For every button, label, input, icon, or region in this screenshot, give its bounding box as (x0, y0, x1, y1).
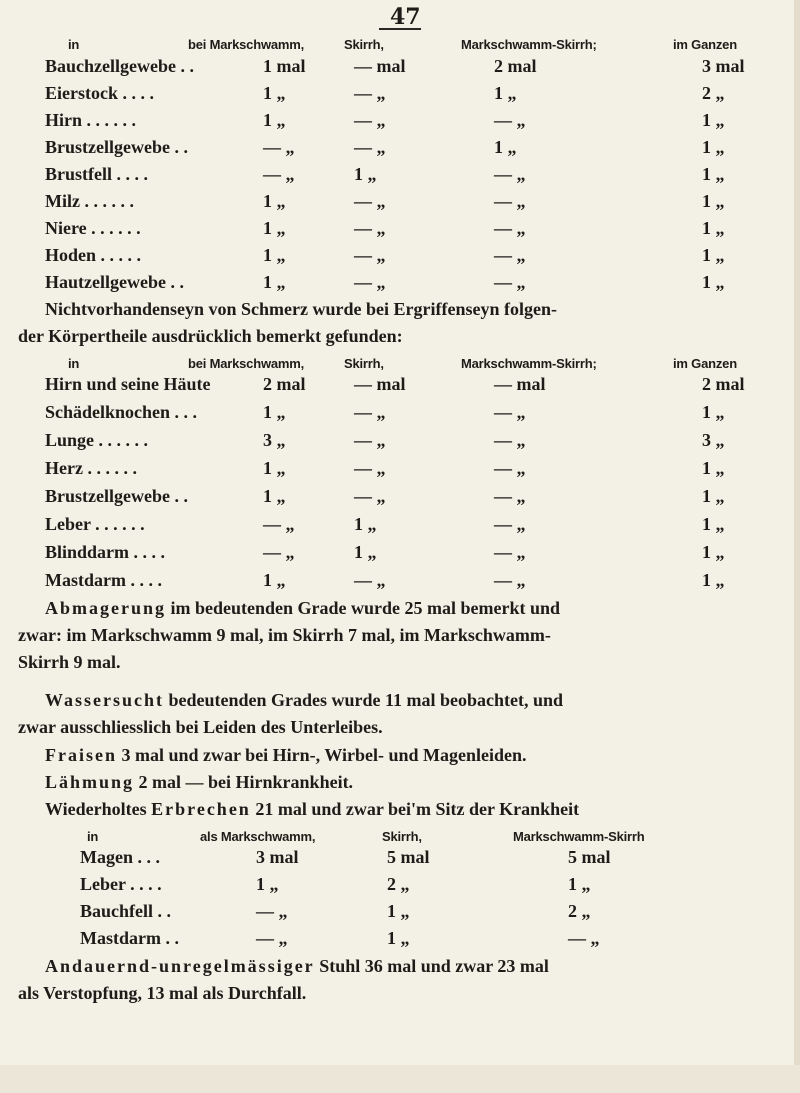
markschwamm-cell: 1 mal (263, 56, 306, 76)
skirrh-cell: 1 „ (387, 928, 410, 948)
markschwamm-skirrh-cell: — „ (494, 458, 526, 478)
skirrh-cell: — „ (354, 430, 386, 450)
total-cell: 1 „ (702, 486, 725, 506)
table-row (0, 110, 800, 136)
markschwamm-cell: — „ (256, 901, 288, 921)
table-row (0, 458, 800, 484)
header-skirrh: Skirrh, (344, 356, 384, 371)
total-cell: 1 „ (702, 110, 725, 130)
total-cell: 1 „ (702, 570, 725, 590)
organ-cell: Hautzellgewebe . . (45, 272, 184, 292)
organ-cell: Brustzellgewebe . . (45, 137, 188, 157)
total-cell: 1 „ (702, 272, 725, 292)
organ-cell: Bauchfell . . (80, 901, 172, 921)
paragraph-line: Nichtvorhandenseyn von Schmerz wurde bei Ergriffenseyn folgen- (45, 299, 557, 319)
organ-cell: Bauchzellgewebe . . (45, 56, 194, 76)
organ-cell: Hoden . . . . . (45, 245, 142, 265)
markschwamm-cell: 1 „ (256, 874, 279, 894)
organ-cell: Brustfell . . . . (45, 164, 148, 184)
table-row (0, 56, 800, 82)
markschwamm-cell: 1 „ (263, 570, 286, 590)
markschwamm-skirrh-cell: — „ (494, 430, 526, 450)
table-row (0, 191, 800, 217)
markschwamm-cell: — „ (256, 928, 288, 948)
markschwamm-skirrh-cell: — „ (568, 928, 600, 948)
skirrh-cell: 5 mal (387, 847, 430, 867)
table-row (0, 847, 800, 873)
total-cell: 2 mal (702, 374, 745, 394)
skirrh-cell: — „ (354, 458, 386, 478)
organ-cell: Magen . . . (80, 847, 160, 867)
total-cell: 2 „ (702, 83, 725, 103)
table-row (0, 137, 800, 163)
markschwamm-cell: 1 „ (263, 458, 286, 478)
skirrh-cell: 2 „ (387, 874, 410, 894)
markschwamm-skirrh-cell: 1 „ (494, 83, 517, 103)
table-row (0, 874, 800, 900)
paragraph-line: der Körpertheile ausdrücklich bemerkt gefunden: (18, 326, 403, 346)
organ-cell: Schädelknochen . . . (45, 402, 198, 422)
paragraph-text: Wiederholtes (45, 799, 152, 819)
paragraph-abmagerung (45, 598, 560, 619)
header-im-ganzen: im Ganzen (673, 37, 737, 52)
markschwamm-skirrh-cell: 2 mal (494, 56, 537, 76)
markschwamm-skirrh-cell: 1 „ (568, 874, 591, 894)
skirrh-cell: — „ (354, 245, 386, 265)
table-row (0, 374, 800, 400)
paragraph-stuhl (45, 956, 549, 977)
paragraph-lahmung (45, 772, 353, 793)
markschwamm-cell: 3 mal (256, 847, 299, 867)
skirrh-cell: 1 „ (354, 514, 377, 534)
markschwamm-cell: 3 „ (263, 430, 286, 450)
organ-cell: Mastdarm . . . . (45, 570, 162, 590)
total-cell: 1 „ (702, 458, 725, 478)
markschwamm-skirrh-cell: 5 mal (568, 847, 611, 867)
total-cell: 3 „ (702, 430, 725, 450)
organ-cell: Lunge . . . . . . (45, 430, 149, 450)
organ-cell: Leber . . . . . . (45, 514, 145, 534)
header-markschwamm-skirrh: Markschwamm-Skirrh (513, 829, 645, 844)
skirrh-cell: — „ (354, 218, 386, 238)
skirrh-cell: — „ (354, 486, 386, 506)
total-cell: 1 „ (702, 402, 725, 422)
total-cell: 1 „ (702, 542, 725, 562)
table-row (0, 245, 800, 271)
page-number-rule (379, 28, 421, 30)
skirrh-cell: 1 „ (354, 542, 377, 562)
table-row (0, 164, 800, 190)
paragraph-line: als Verstopfung, 13 mal als Durchfall. (18, 983, 307, 1003)
table-row (0, 542, 800, 568)
paragraph-text: 21 mal und zwar bei'm Sitz der Krankheit (250, 799, 580, 819)
header-im-ganzen: im Ganzen (673, 356, 737, 371)
markschwamm-cell: — „ (263, 137, 295, 157)
table-row (0, 486, 800, 512)
markschwamm-skirrh-cell: — „ (494, 542, 526, 562)
markschwamm-skirrh-cell: — „ (494, 514, 526, 534)
markschwamm-cell: 1 „ (263, 218, 286, 238)
paragraph-erbrechen (45, 799, 579, 820)
skirrh-cell: 1 „ (387, 901, 410, 921)
markschwamm-cell: 1 „ (263, 110, 286, 130)
skirrh-cell: — mal (354, 374, 406, 394)
paragraph-wassersucht (45, 690, 563, 711)
total-cell: 1 „ (702, 514, 725, 534)
total-cell: 1 „ (702, 218, 725, 238)
table-row (0, 272, 800, 298)
paragraph-line: zwar ausschliesslich bei Leiden des Unterleibes. (18, 717, 383, 737)
paragraph-text: 2 mal — bei Hirnkrankheit. (134, 772, 354, 792)
table-row (0, 430, 800, 456)
markschwamm-cell: 1 „ (263, 245, 286, 265)
table-row (0, 514, 800, 540)
organ-cell: Hirn und seine Häute (45, 374, 211, 394)
term-andauernd-unregelmassiger: Andauernd-unregelmässiger (45, 956, 315, 976)
markschwamm-skirrh-cell: 1 „ (494, 137, 517, 157)
total-cell: 3 mal (702, 56, 745, 76)
organ-cell: Brustzellgewebe . . (45, 486, 188, 506)
markschwamm-skirrh-cell: — „ (494, 218, 526, 238)
paragraph-text: Stuhl 36 mal und zwar 23 mal (314, 956, 549, 976)
paragraph-line: Skirrh 9 mal. (18, 652, 121, 672)
organ-cell: Niere . . . . . . (45, 218, 141, 238)
markschwamm-skirrh-cell: — „ (494, 191, 526, 211)
skirrh-cell: — mal (354, 56, 406, 76)
markschwamm-cell: 1 „ (263, 191, 286, 211)
skirrh-cell: — „ (354, 83, 386, 103)
markschwamm-cell: — „ (263, 514, 295, 534)
markschwamm-skirrh-cell: — „ (494, 486, 526, 506)
skirrh-cell: — „ (354, 137, 386, 157)
markschwamm-skirrh-cell: — mal (494, 374, 546, 394)
markschwamm-cell: — „ (263, 542, 295, 562)
header-markschwamm: als Markschwamm, (200, 829, 316, 844)
organ-cell: Milz . . . . . . (45, 191, 134, 211)
markschwamm-cell: 1 „ (263, 83, 286, 103)
term-wassersucht: Wassersucht (45, 690, 165, 710)
organ-cell: Herz . . . . . . (45, 458, 137, 478)
table-row (0, 218, 800, 244)
organ-cell: Blinddarm . . . . (45, 542, 166, 562)
markschwamm-cell: 1 „ (263, 272, 286, 292)
table-row (0, 570, 800, 596)
skirrh-cell: — „ (354, 110, 386, 130)
markschwamm-skirrh-cell: — „ (494, 164, 526, 184)
header-markschwamm: bei Markschwamm, (188, 37, 305, 52)
header-markschwamm: bei Markschwamm, (188, 356, 305, 371)
skirrh-cell: — „ (354, 191, 386, 211)
organ-cell: Mastdarm . . (80, 928, 179, 948)
organ-cell: Eierstock . . . . (45, 83, 154, 103)
organ-cell: Hirn . . . . . . (45, 110, 137, 130)
skirrh-cell: 1 „ (354, 164, 377, 184)
skirrh-cell: — „ (354, 272, 386, 292)
paragraph-text: im bedeutenden Grade wurde 25 mal bemerkt und (166, 598, 561, 618)
organ-cell: Leber . . . . (80, 874, 162, 894)
header-in: in (68, 37, 80, 52)
header-skirrh: Skirrh, (344, 37, 384, 52)
markschwamm-skirrh-cell: — „ (494, 272, 526, 292)
markschwamm-skirrh-cell: — „ (494, 570, 526, 590)
paragraph-text: 3 mal und zwar bei Hirn-, Wirbel- und Magenleiden. (117, 745, 527, 765)
total-cell: 1 „ (702, 191, 725, 211)
total-cell: 1 „ (702, 245, 725, 265)
table-row (0, 402, 800, 428)
page-number: 47 (390, 4, 421, 30)
header-in: in (87, 829, 99, 844)
paragraph-text: bedeutenden Grades wurde 11 mal beobachtet, und (164, 690, 564, 710)
header-markschwamm-skirrh: Markschwamm-Skirrh; (461, 356, 597, 371)
header-markschwamm-skirrh: Markschwamm-Skirrh; (461, 37, 597, 52)
markschwamm-cell: 2 mal (263, 374, 306, 394)
table-row (0, 928, 800, 954)
paragraph-line: zwar: im Markschwamm 9 mal, im Skirrh 7 mal, im Markschwamm- (18, 625, 551, 645)
skirrh-cell: — „ (354, 402, 386, 422)
markschwamm-skirrh-cell: — „ (494, 402, 526, 422)
term-fraisen: Fraisen (45, 745, 117, 765)
page-edge-bottom (0, 1065, 800, 1093)
markschwamm-cell: 1 „ (263, 486, 286, 506)
markschwamm-skirrh-cell: — „ (494, 110, 526, 130)
markschwamm-cell: — „ (263, 164, 295, 184)
total-cell: 1 „ (702, 137, 725, 157)
total-cell: 1 „ (702, 164, 725, 184)
header-in: in (68, 356, 80, 371)
skirrh-cell: — „ (354, 570, 386, 590)
term-abmagerung: Abmagerung (45, 598, 167, 618)
markschwamm-cell: 1 „ (263, 402, 286, 422)
table-row (0, 901, 800, 927)
markschwamm-skirrh-cell: — „ (494, 245, 526, 265)
markschwamm-skirrh-cell: 2 „ (568, 901, 591, 921)
term-erbrechen: Erbrechen (151, 799, 251, 819)
paragraph-fraisen (45, 745, 527, 766)
term-lahmung: Lähmung (45, 772, 135, 792)
header-skirrh: Skirrh, (382, 829, 422, 844)
table-row (0, 83, 800, 109)
